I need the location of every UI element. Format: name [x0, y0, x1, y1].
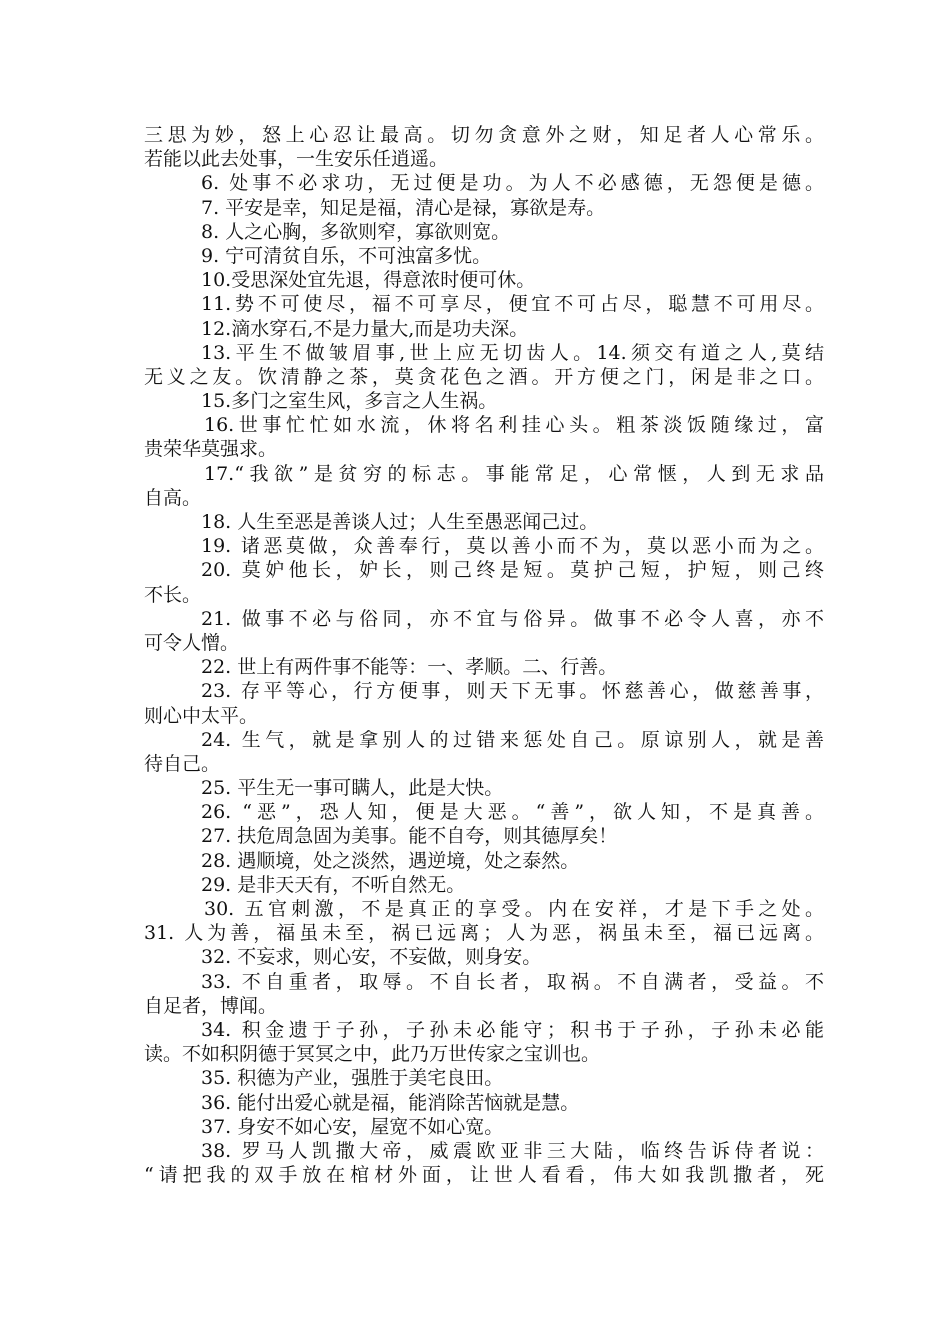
text-line: 10.受思深处宜先退，得意浓时便可休。: [201, 269, 536, 292]
text-line: 23. 存平等心，行方便事，则天下无事。怀慈善心，做慈善事，: [201, 680, 824, 703]
text-line: 则心中太平。: [144, 704, 259, 727]
text-line: 7. 平安是幸，知足是福，清心是禄，寡欲是寿。: [201, 196, 606, 219]
text-line: 28. 遇顺境，处之淡然，遇逆境，处之泰然。: [201, 849, 580, 872]
text-line: 不长。: [144, 583, 202, 606]
text-line: 29. 是非天天有，不听自然无。: [201, 873, 466, 896]
text-line: 37. 身安不如心安，屋宽不如心宽。: [201, 1115, 504, 1138]
text-line: 无义之友。饮清静之茶，莫贪花色之酒。开方便之门，闲是非之口。: [144, 365, 824, 388]
text-line: 21. 做事不必与俗同，亦不宜与俗异。做事不必令人喜，亦不: [201, 607, 824, 630]
text-line: 36. 能付出爱心就是福，能消除苦恼就是慧。: [201, 1091, 580, 1114]
text-line: 24. 生气，就是拿别人的过错来惩处自己。原谅别人，就是善: [201, 728, 824, 751]
text-line: 自高。: [144, 486, 202, 509]
text-line: 33. 不自重者，取辱。不自长者，取祸。不自满者，受益。不: [201, 970, 824, 993]
text-line: “请把我的双手放在棺材外面，让世人看看，伟大如我凯撒者，死: [144, 1164, 824, 1187]
text-line: 可令人憎。: [144, 631, 240, 654]
text-line: 18. 人生至恶是善谈人过；人生至愚恶闻己过。: [201, 511, 599, 533]
text-line: 三思为妙，怒上心忍让最高。切勿贪意外之财，知足者人心常乐。: [144, 124, 824, 146]
text-line: 11.势不可使尽，福不可享尽，便宜不可占尽，聪慧不可用尽。: [201, 293, 824, 316]
text-line: 35. 积德为产业，强胜于美宅良田。: [201, 1067, 504, 1090]
text-line: 16.世事忙忙如水流，休将名利挂心头。粗茶淡饭随缘过，富: [204, 414, 824, 437]
document-body: [144, 123, 824, 1187]
text-line: 待自己。: [144, 752, 221, 775]
text-line: 贵荣华莫强求。: [144, 438, 278, 461]
text-line: 15.多门之室生风，多言之人生祸。: [201, 390, 498, 413]
text-line: 若能以此去处事，一生安乐任逍遥。: [144, 148, 449, 171]
text-line: 8. 人之心胸，多欲则窄，寡欲则宽。: [201, 220, 511, 243]
text-line: 17.“我欲”是贫穷的标志。事能常足，心常惬，人到无求品: [204, 462, 824, 485]
text-line: 13.平生不做皱眉事,世上应无切齿人。14.须交有道之人,莫结: [201, 341, 824, 364]
text-line: 38. 罗马人凯撒大帝，威震欧亚非三大陆，临终告诉侍者说：: [201, 1139, 824, 1162]
text-line: 34. 积金遗于子孙，子孙未必能守；积书于子孙，子孙未必能: [201, 1018, 824, 1041]
text-line: 26. “恶”，恐人知，便是大恶。“善”，欲人知，不是真善。: [201, 801, 824, 824]
text-line: 25. 平生无一事可瞒人，此是大快。: [201, 777, 504, 800]
text-line: 12.滴水穿石,不是力量大,而是功夫深。: [201, 317, 529, 340]
text-line: 31. 人为善，福虽未至，祸已远离；人为恶，祸虽未至，福已远离。: [144, 922, 824, 945]
text-line: 6. 处事不必求功，无过便是功。为人不必感德，无怨便是德。: [201, 172, 824, 195]
text-line: 9. 宁可清贫自乐，不可浊富多忧。: [201, 244, 492, 267]
text-line: 30. 五官刺激，不是真正的享受。内在安祥，才是下手之处。: [204, 898, 824, 920]
text-line: 自足者，博闻。: [144, 994, 278, 1017]
text-line: 32. 不妄求，则心安，不妄做，则身安。: [201, 946, 542, 969]
text-line: 读。不如积阴德于冥冥之中，此乃万世传家之宝训也。: [144, 1043, 601, 1066]
text-line: 27. 扶危周急固为美事。能不自夸，则其德厚矣！: [201, 825, 618, 848]
text-line: 20. 莫妒他长，妒长，则己终是短。莫护己短，护短，则己终: [201, 559, 824, 582]
text-line: 19. 诸恶莫做，众善奉行，莫以善小而不为，莫以恶小而为之。: [201, 535, 824, 558]
text-line: 22. 世上有两件事不能等：一、孝顺。二、行善。: [201, 656, 618, 679]
